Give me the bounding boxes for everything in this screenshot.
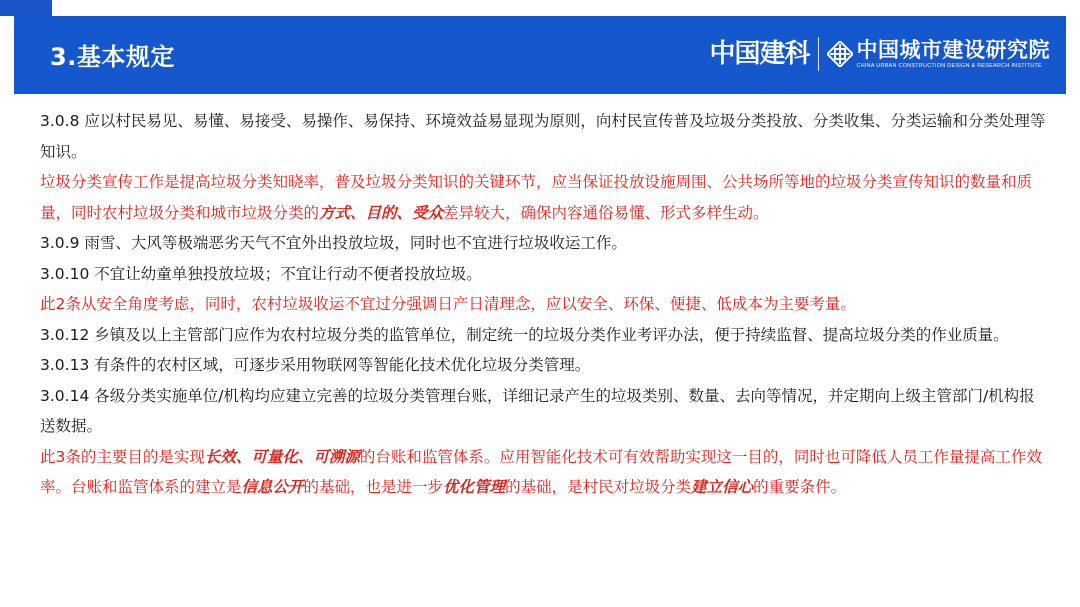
- content-body: [40, 106, 1050, 503]
- clause-3-0-10: 3.0.10 不宜让幼童单独投放垃圾；不宜让行动不便者投放垃圾。: [40, 264, 482, 283]
- clause-3-0-14: 3.0.14 各级分类实施单位/机构均应建立完善的垃圾分类管理台账，详细记录产生的垃圾类别、数量、去向等情况，并定期向上级主管部门/机构报送数据。: [40, 386, 1035, 435]
- brand-name: 中国城市建设研究院: [856, 37, 1050, 62]
- clause-3-0-9: 3.0.9 雨雪、大风等极端恶劣天气不宜外出投放垃圾，同时也不宜进行垃圾收运工作。: [40, 234, 627, 252]
- emphasis-text: 信息公开: [241, 478, 304, 496]
- note-ledger: 此3条的主要目的是实现长效、可量化、可溯源的台账和监管体系。应用智能化技术可有效帮助实现这一目的，同时也可降低人员工作量提高工作效率。台账和监管体系的建立是信息公开的基础，也是进一步优化管理的基础，是村民对垃圾分类建立信心的重要条件。: [40, 447, 1042, 496]
- brand-logo: [709, 32, 1050, 76]
- clause-3-0-13: 3.0.13 有条件的农村区域，可逐步采用物联网等智能化技术优化垃圾分类管理。: [40, 356, 591, 374]
- page-title: 3.基本规定: [50, 43, 175, 71]
- brand-mark-text: 中国建科: [709, 39, 810, 69]
- institute-emblem-icon: [827, 41, 853, 67]
- emphasis-text: 长效、可量化、可溯源: [204, 447, 360, 466]
- note-safety: 此2条从安全角度考虑，同时，农村垃圾收运不宜过分强调日产日清理念，应以安全、环保、便捷、低成本为主要考量。: [40, 295, 856, 313]
- brand-divider: [818, 37, 819, 71]
- emphasis-text: 建立信心: [691, 478, 754, 496]
- brand-mark: [709, 41, 809, 67]
- clause-3-0-8: 3.0.8 应以村民易见、易懂、易接受、易操作、易保持、环境效益易显现为原则，向村民宣传普及垃圾分类投放、分类收集、分类运输和分类处理等知识。: [40, 112, 1046, 161]
- emphasis-text: 优化管理: [443, 478, 506, 496]
- brand-english-name: CHINA URBAN CONSTRUCTION DESIGN & RESEARCH INSTITUTE: [856, 63, 1042, 70]
- note-promotion: 垃圾分类宣传工作是提高垃圾分类知晓率，普及垃圾分类知识的关键环节，应当保证投放设施周围、公共场所等地的垃圾分类宣传知识的数量和质量，同时农村垃圾分类和城市垃圾分类的方式、目的、受众差异较大，确保内容通俗易懂、形式多样生动。: [40, 173, 1033, 222]
- clause-3-0-12: 3.0.12 乡镇及以上主管部门应作为农村垃圾分类的监管单位，制定统一的垃圾分类作业考评办法，便于持续监督、提高垃圾分类的作业质量。: [40, 325, 1009, 344]
- corner-accent: [0, 0, 52, 16]
- emphasis-text: 方式、目的、受众: [319, 203, 444, 222]
